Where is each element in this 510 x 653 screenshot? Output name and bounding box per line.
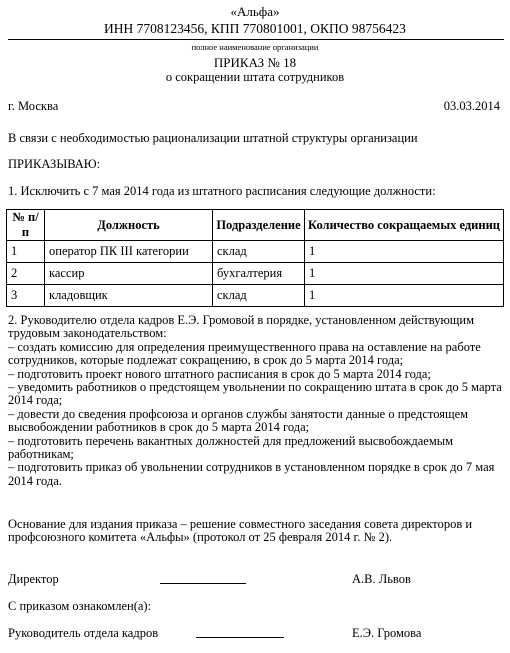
table-cell: склад [213, 285, 305, 307]
table-row [7, 263, 504, 285]
paragraph-line: высвобождении работников в срок до 5 марта 2014 года; [8, 420, 310, 435]
paragraph-line: Основание для издания приказа – решение совместного заседания совета директоров и [8, 517, 473, 531]
order-date: 03.03.2014 [443, 99, 500, 113]
paragraph-line: профсоюзного комитета «Альфы» (протокол от 25 февраля 2014 г. № 2). [8, 530, 393, 545]
table-header-cell: Подразделение [213, 210, 305, 241]
table-cell: кладовщик [45, 285, 213, 307]
table-cell: 1 [7, 241, 45, 263]
header-caption: полное наименование организации [191, 42, 319, 52]
table-cell: 1 [305, 285, 504, 307]
item-1-text: 1. Исключить с 7 мая 2014 года из штатного расписания следующие должности: [8, 184, 436, 198]
paragraph-line: 2. Руководителю отдела кадров Е.Э. Громовой в порядке, установленном действующим [8, 313, 475, 327]
table-header-cell: Количество сокращаемых единиц [305, 210, 504, 241]
order-place: г. Москва [8, 99, 59, 113]
paragraph-line: 2014 года. [8, 473, 62, 488]
paragraph-line: – уведомить работников о предстоящем увольнении по сокращению штата в срок до 5 марта [8, 380, 502, 395]
paragraph-line: – создать комиссию для определения преимущественного права на оставление на работе [8, 339, 481, 354]
paragraph-line: – подготовить приказ об увольнении сотрудников в установленном порядке в срок до 7 мая [8, 460, 495, 475]
table-header-cell: Должность [45, 210, 213, 241]
order-subject: о сокращении штата сотрудников [165, 70, 345, 84]
paragraph-line: – подготовить перечень вакантных должностей для предложений высвобождаемым [8, 433, 454, 448]
table-row [7, 285, 504, 307]
item-2-paragraph [8, 313, 502, 488]
table-cell: кассир [45, 263, 213, 285]
hr-signature-line [196, 637, 284, 638]
table-cell: 3 [7, 285, 45, 307]
table-cell: 1 [305, 241, 504, 263]
table-cell: склад [213, 241, 305, 263]
director-signature-line [160, 583, 246, 584]
positions-table [6, 209, 504, 307]
header-rule [8, 39, 504, 40]
director-title: Директор [8, 572, 59, 586]
table-row [7, 241, 504, 263]
paragraph-line: – довести до сведения профсоюза и органов службы занятости данные о предстоящем [8, 406, 469, 421]
company-name: «Альфа» [230, 4, 280, 19]
table-cell: 1 [305, 263, 504, 285]
table-cell: 2 [7, 263, 45, 285]
acquainted-label: С приказом ознакомлен(а): [8, 599, 152, 613]
hr-name: Е.Э. Громова [352, 626, 422, 640]
paragraph-line: 2014 года; [8, 393, 63, 408]
basis-paragraph [8, 518, 498, 545]
table-cell: бухгалтерия [213, 263, 305, 285]
intro-text: В связи с необходимостью рационализации штатной структуры организации [8, 131, 418, 145]
paragraph-line: трудовым законодательством: [8, 326, 167, 341]
paragraph-line: работникам; [8, 447, 74, 462]
paragraph-line: сотрудников, которые подлежат сокращению, в срок до 5 марта 2014 года; [8, 353, 404, 368]
order-title: ПРИКАЗ № 18 [213, 55, 297, 70]
director-name: А.В. Львов [352, 572, 411, 586]
table-header-cell: № п/п [7, 210, 45, 241]
company-ids: ИНН 7708123456, КПП 770801001, ОКПО 98756423 [104, 21, 406, 36]
paragraph-line: – подготовить проект нового штатного расписания в срок до 5 марта 2014 года; [8, 366, 431, 381]
hr-title: Руководитель отдела кадров [8, 626, 159, 640]
table-cell: оператор ПК III категории [45, 241, 213, 263]
order-word: ПРИКАЗЫВАЮ: [8, 157, 101, 171]
table-header-row [7, 210, 504, 241]
